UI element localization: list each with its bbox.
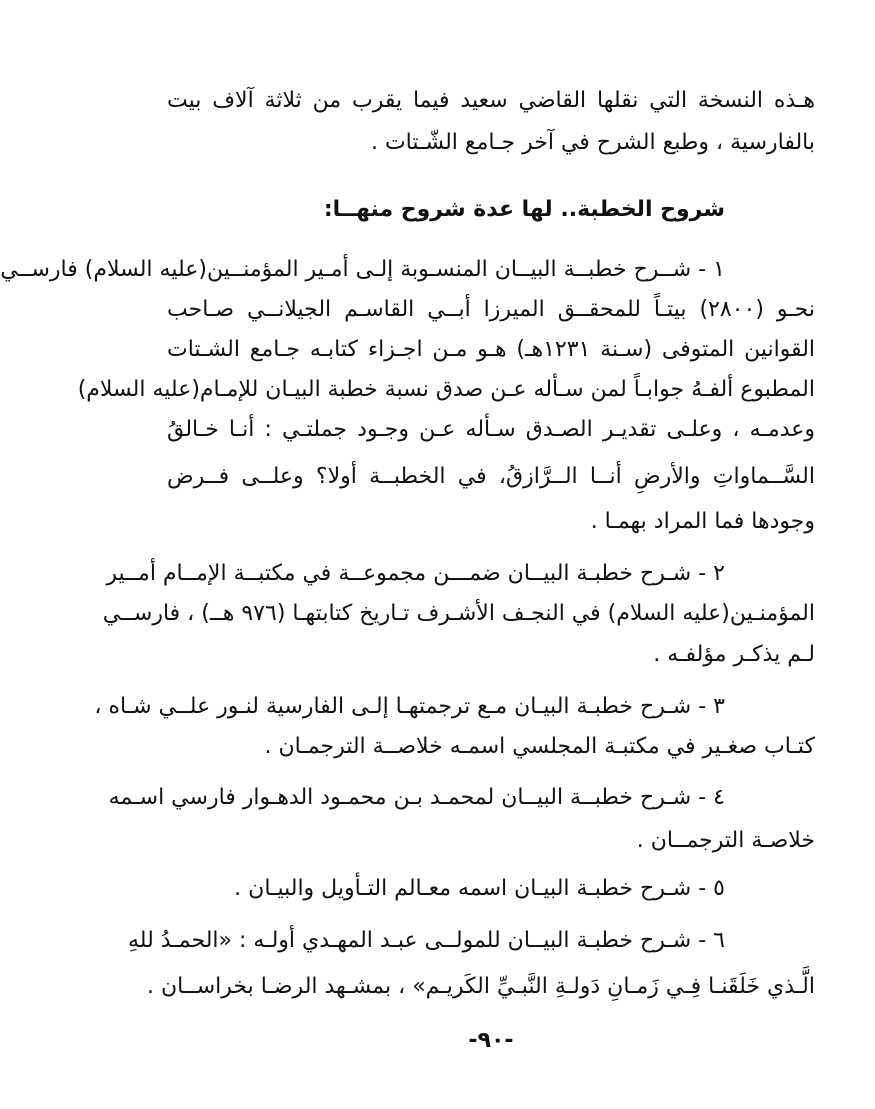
text-line: هـذه النسخة التي نقلها القاضي سعيد فيما يقرب من ثلاثة آلاف بيت — [167, 88, 815, 113]
text-line: وجودها فما المراد بهمـا . — [590, 509, 815, 534]
text-line: بالفارسية ، وطبع الشرح في آخر جـامع الشّـتات . — [370, 130, 815, 155]
text-line: ٣ - شـرح خطبـة البيـان مـع ترجمتهـا إلـى الفارسية لنـور علــي شـاه ، — [94, 694, 725, 719]
text-line: وعدمـه ، وعلـى تقديـر الصـدق سـأله عـن وجـود جملتـي : أنـا خـالقُ — [167, 417, 815, 442]
text-line: ٤ - شـرح خطبــة البيــان لمحمـد بـن محمـود الدهـوار فارسي اسـمه — [108, 785, 725, 810]
text-line: المطبوع ألفـهُ جوابـاً لمن سـأله عـن صدق نسبة خطبة البيـان للإمـام(عليه السلام) — [77, 377, 815, 402]
text-line: خلاصـة الترجمــان . — [636, 828, 815, 853]
text-line: المؤمنـين(عليه السلام) في النجـف الأشـرف تـاريخ كتابتهـا (٩٧٦ هــ) ، فارســي — [102, 601, 815, 626]
section-heading: شروح الخطبة.. لها عدة شروح منهــا: — [323, 197, 725, 222]
text-line: الَّـذي خَلَقَنـا فِـي زَمـانِ دَولـةِ النَّبـيِّ الكَريـم» ، بمشـهد الرضـا بخراســان . — [146, 974, 815, 999]
text-line: ٢ - شـرح خطبـة البيــان ضمـــن مجموعــة في مكتبــة الإمــام أمــير — [106, 561, 725, 586]
text-line: القوانين المتوفى (سـنة ١٢٣١هـ) هـو مـن اجـزاء كتابـه جـامع الشـتات — [167, 337, 816, 362]
text-line: ٥ - شـرح خطبـة البيـان اسمه معـالم التـأويل والبيـان . — [234, 876, 725, 901]
text-line: السَّــماواتِ والأرضِ أنــا الــرَّازقُ، في الخطبــة أولا؟ وعلــى فــرض — [167, 464, 815, 489]
page-number: -٩٠- — [468, 1028, 514, 1053]
text-line: لـم يذكـر مؤلفـه . — [653, 642, 815, 667]
text-line: نحـو (٢٨٠٠) بيتـاً للمحقــق الميرزا أبــي القاسـم الجيلانــي صـاحب — [167, 297, 815, 322]
text-line: ٦ - شـرح خطبـة البيــان للمولــى عبـد المهـدي أولـه : «الحمـدُ للهِ — [128, 928, 725, 953]
text-line: ١ - شــرح خطبــة البيــان المنسـوبة إلـى أمـير المؤمنــين(عليه السلام) فارســي — [0, 257, 725, 282]
text-line: كتـاب صغـير في مكتبـة المجلسي اسمـه خلاصــة الترجمـان . — [264, 734, 815, 759]
